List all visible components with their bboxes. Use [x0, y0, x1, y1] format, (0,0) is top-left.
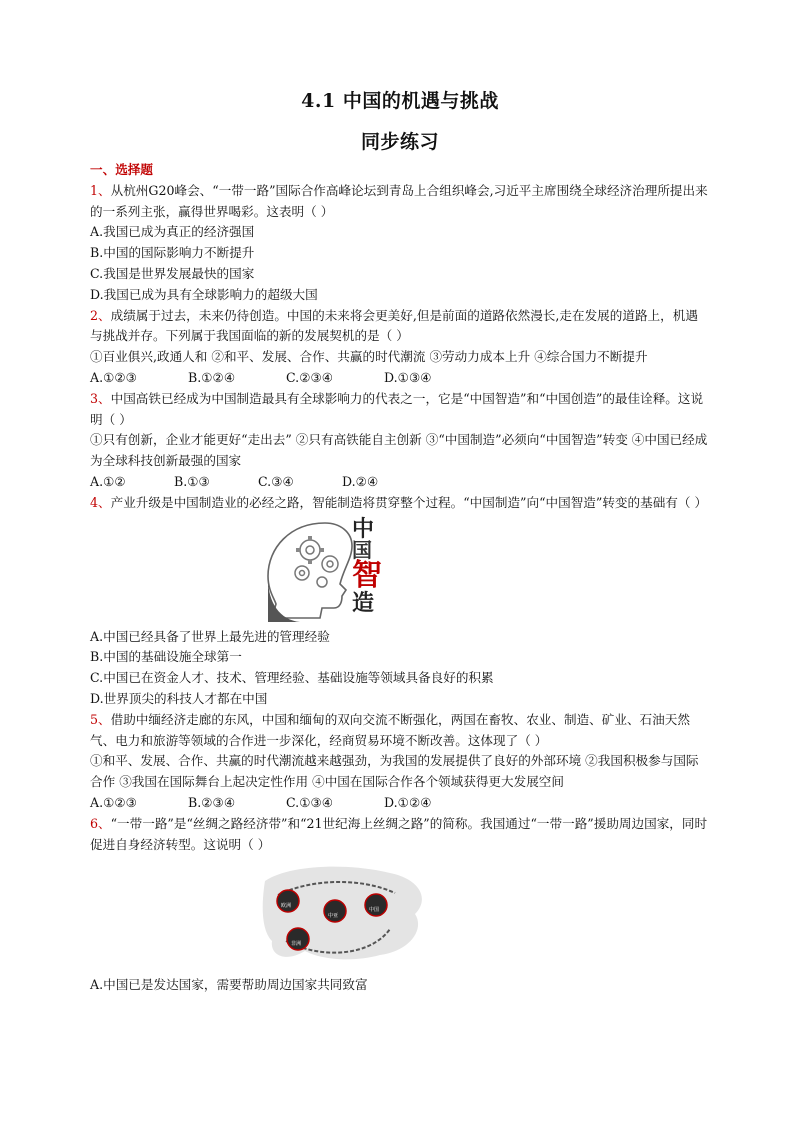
question-4-stem: 4、产业升级是中国制造业的必经之路，智能制造将贯穿整个过程。“中国制造”向“中国智造”转变的基础有（ ）	[90, 494, 708, 510]
page-subtitle: 同步练习	[360, 131, 439, 153]
head-gears-illustration	[90, 515, 710, 623]
question-number: 1、	[90, 182, 111, 198]
option-a: A.中国已经具备了世界上最先进的管理经验	[90, 628, 330, 644]
choice-a: A.①②③	[90, 794, 137, 810]
choice-c: C.①③④	[286, 794, 334, 810]
choice-b: B.①③	[174, 473, 210, 489]
option-d: D.我国已成为具有全球影响力的超级大国	[90, 286, 318, 302]
choice-b: B.①②④	[188, 369, 236, 385]
question-2-stem: 2、成绩属于过去，未来仍待创造。中国的未来将会更美好,但是前面的道路依然漫长,走在发展的道路上，机遇与挑战并存。下列属于我国面临的新的发展契机的是（ ）	[90, 307, 698, 344]
choice-c: C.②③④	[286, 369, 334, 385]
question-3-choices	[90, 472, 710, 493]
option-a: A.我国已成为真正的经济强国	[90, 224, 255, 240]
question-6-stem: 6、“一带一路”是“丝绸之路经济带”和“21世纪海上丝绸之路”的简称。我国通过“一带一路”援助周边国家，同时促进自身经济转型。这说明（ ）	[90, 815, 708, 852]
choice-d: D.②④	[342, 473, 379, 489]
question-list	[90, 160, 710, 996]
choice-c: C.③④	[258, 473, 294, 489]
question-2-items: ①百业俱兴,政通人和 ②和平、发展、合作、共赢的时代潮流 ③劳动力成本上升 ④综合国力不断提升	[90, 349, 648, 365]
page-title: 4.1 中国的机遇与挑战	[301, 90, 499, 112]
choice-d: D.①②④	[384, 794, 432, 810]
question-number: 2、	[90, 307, 111, 323]
choice-a: A.①②	[90, 473, 126, 489]
question-5-stem: 5、借助中缅经济走廊的东风，中国和缅甸的双向交流不断强化，两国在畜牧、农业、制造、矿业、石油天然气、电力和旅游等领域的合作进一步深化，经商贸易环境不断改善。这体现了（ ）	[90, 711, 690, 748]
question-5-choices	[90, 793, 710, 814]
belt-and-road-map-image: 欧洲 中亚 中国 非洲	[90, 859, 710, 971]
belt-road-map-illustration	[90, 859, 710, 971]
option-c: C.中国已在资金人才、技术、管理经验、基础设施等领域具备良好的积累	[90, 670, 494, 686]
choice-d: D.①③④	[384, 369, 432, 385]
option-c: C.我国是世界发展最快的国家	[90, 265, 255, 281]
choice-b: B.②③④	[188, 794, 236, 810]
question-number: 6、	[90, 815, 111, 831]
question-2-choices	[90, 368, 710, 389]
option-a: A.中国已是发达国家，需要帮助周边国家共同致富	[90, 977, 368, 993]
china-smart-manufacturing-image	[90, 515, 710, 623]
question-3-items: ①只有创新，企业才能更好“走出去” ②只有高铁能自主创新 ③“中国制造”必须向“中国智造”转变 ④中国已经成为全球科技创新最强的国家	[90, 432, 708, 469]
image-caption-text: 中 国 智 造	[352, 515, 382, 616]
option-b: B.中国的国际影响力不断提升	[90, 245, 255, 261]
question-5-items: ①和平、发展、合作、共赢的时代潮流越来越强劲，为我国的发展提供了良好的外部环境 ②我国积极参与国际合作 ③我国在国际舞台上起决定性作用 ④中国在国际合作各个领域获得更大发展空间	[90, 753, 699, 790]
question-1-stem: 1、从杭州G20峰会、“一带一路”国际合作高峰论坛到青岛上合组织峰会,习近平主席围绕全球经济治理所提出来的一系列主张，赢得世界喝彩。这表明（ ）	[90, 182, 708, 219]
question-number: 4、	[90, 494, 111, 510]
option-b: B.中国的基础设施全球第一	[90, 649, 242, 665]
question-3-stem: 3、中国高铁已经成为中国制造最具有全球影响力的代表之一，它是“中国智造”和“中国创造”的最佳诠释。这说明（ ）	[90, 390, 704, 427]
question-number: 5、	[90, 711, 111, 727]
choice-a: A.①②③	[90, 369, 137, 385]
section-heading: 一、选择题	[90, 162, 153, 177]
question-number: 3、	[90, 390, 111, 406]
option-d: D.世界顶尖的科技人才都在中国	[90, 690, 268, 706]
